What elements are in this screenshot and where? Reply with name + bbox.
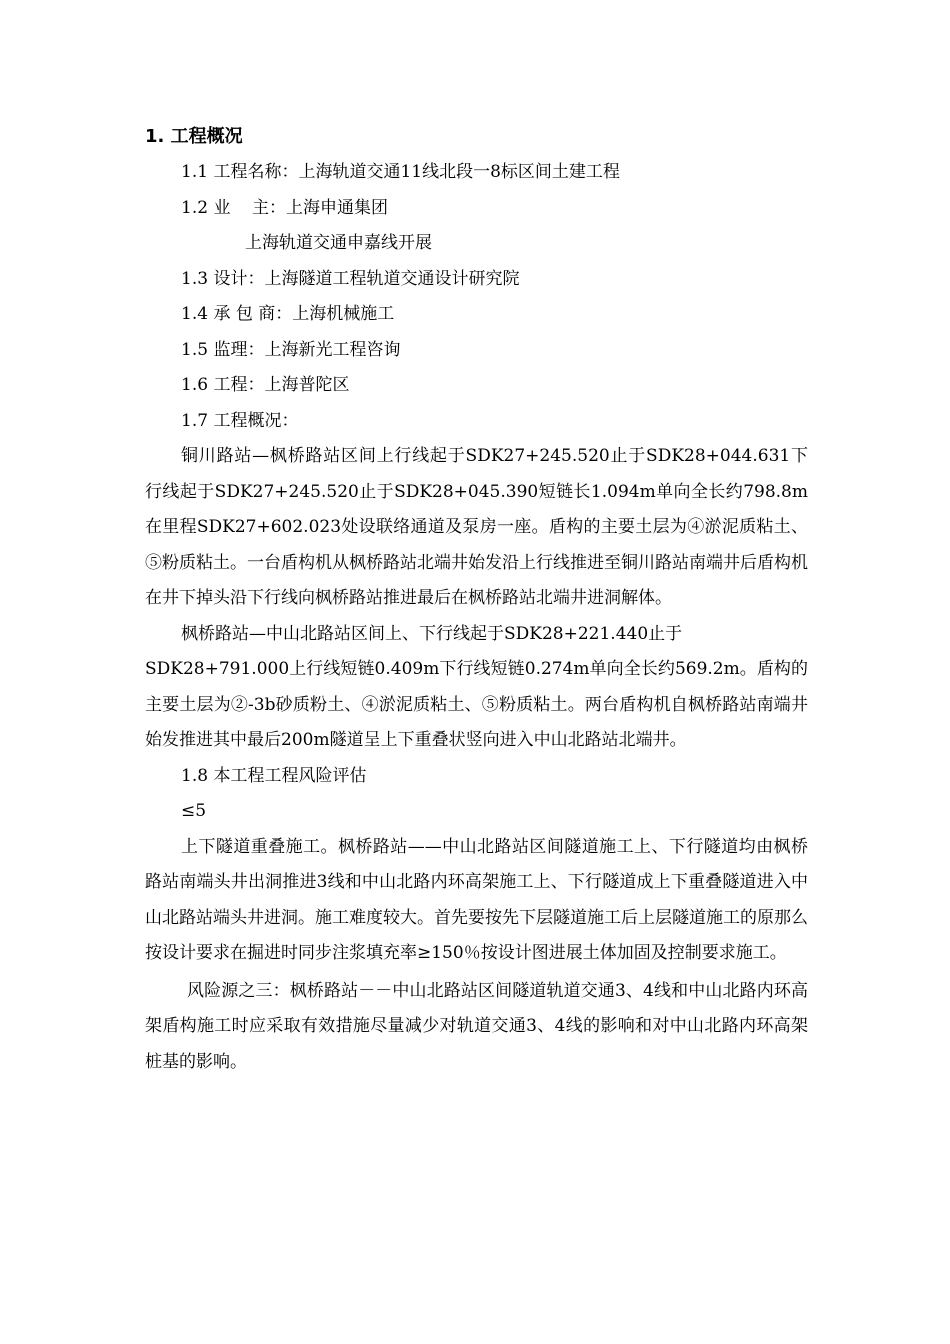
owner-second-line: 上海轨道交通申嘉线开展 <box>245 233 432 253</box>
risk-source-three-paragraph: 风险源之三：枫桥路站－－中山北路站区间隧道轨道交通3、4线和中山北路内环高架盾构施工时应采取有效措施尽量减少对轨道交通3、4线的影响和对中山北路内环高架桩基的影响。 <box>145 980 808 1072</box>
risk-assessment-value: ≤5 <box>181 801 207 821</box>
project-name-line: 1.1 工程名称：上海轨道交通11线北段一8标区间土建工程 <box>181 162 620 182</box>
section-heading: 1. 工程概况 <box>145 126 243 147</box>
document-body <box>145 122 808 1080</box>
risk-paragraph-overlap: 上下隧道重叠施工。枫桥路站——中山北路站区间隧道施工上、下行隧道均由枫桥路站南端头井出洞推进3线和中山北路内环高架施工上、下行隧道成上下重叠隧道进入中山北路站端头井进洞。施工难度较大。首先要按先下层隧道施工后上层隧道施工的原那么按设计要求在掘进时同步注浆填充率≥150％按设计图进展土体加固及控制要求施工。 <box>145 836 808 963</box>
supervision-line: 1.5 监理：上海新光工程咨询 <box>181 339 401 360</box>
owner-line: 1.2 业 主：上海申通集团 <box>181 197 389 218</box>
overview-paragraph-2-first-line: 枫桥路站—中山北路站区间上、下行线起于SDK28+221.440止于 <box>181 623 683 644</box>
overview-paragraph-2-body: SDK28+791.000上行线短链0.409m下行线短链0.274m单向全长约569.2m。盾构的主要土层为②-3b砂质粉土、④淤泥质粘土、⑤粉质粘土。两台盾构机自枫桥路站南端井始发推进其中最后200m隧道呈上下重叠状竖向进入中山北路站北端井。 <box>145 659 808 750</box>
risk-assessment-title: 1.8 本工程工程风险评估 <box>181 765 367 786</box>
contractor-line: 1.4 承 包 商：上海机械施工 <box>181 304 395 324</box>
design-line: 1.3 设计：上海隧道工程轨道交通设计研究院 <box>181 268 520 289</box>
location-line: 1.6 工程：上海普陀区 <box>181 375 350 395</box>
overview-label-line: 1.7 工程概况： <box>181 410 299 431</box>
overview-paragraph-1: 铜川路站—枫桥路站区间上行线起于SDK27+245.520止于SDK28+044.631下行线起于SDK27+245.520止于SDK28+045.390短链长1.094m单向全长约798.8m在里程SDK27+602.023处设联络通道及泵房一座。盾构的主要土层为④淤泥质粘土、⑤粉质粘土。一台盾构机从枫桥路站北端井始发沿上行线推进至铜川路站南端井后盾构机在井下掉头沿下行线向枫桥路站推进最后在枫桥路站北端井进洞解体。 <box>145 446 808 608</box>
